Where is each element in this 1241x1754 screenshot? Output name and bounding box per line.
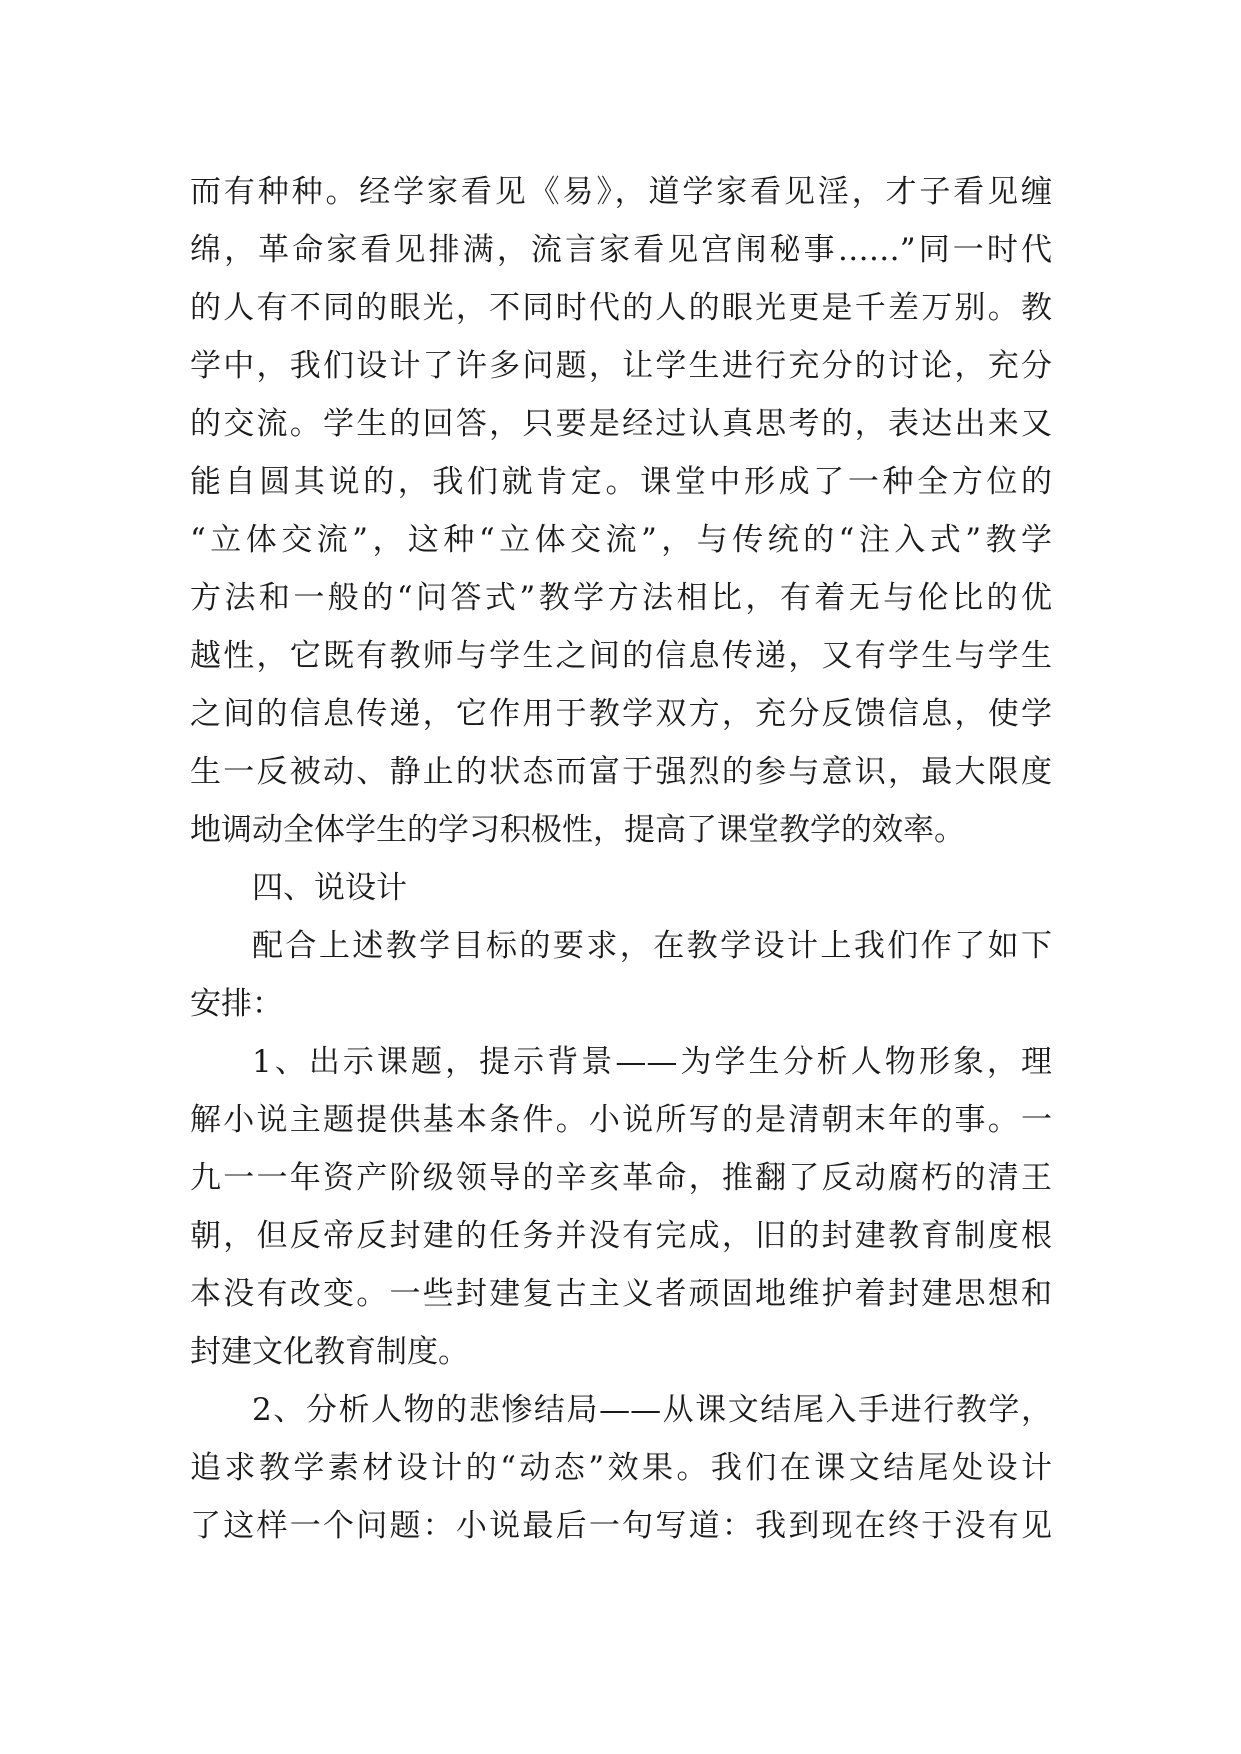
text-line: 2、分析人物的悲惨结局——从课文结尾入手进行教学， xyxy=(252,1392,1052,1428)
document-page xyxy=(190,163,1052,1555)
text-line: 封建文化教育制度。 xyxy=(190,1334,469,1370)
text-line: 解小说主题提供基本条件。小说所写的是清朝末年的事。一 xyxy=(190,1102,1052,1138)
text-line: 能自圆其说的，我们就肯定。课堂中形成了一种全方位的 xyxy=(190,464,1052,500)
text-line: 越性，它既有教师与学生之间的信息传递，又有学生与学生 xyxy=(190,638,1052,674)
text-line: 九一一年资产阶级领导的辛亥革命，推翻了反动腐朽的清王 xyxy=(190,1160,1052,1196)
text-line: 的交流。学生的回答，只要是经过认真思考的，表达出来又 xyxy=(190,406,1052,442)
text-line: “立体交流”，这种“立体交流”，与传统的“注入式”教学 xyxy=(190,522,1052,558)
text-line: 绵，革命家看见排满，流言家看见宫闱秘事……”同一时代 xyxy=(190,232,1052,268)
text-line: 四、说设计 xyxy=(252,870,407,906)
text-line: 方法和一般的“问答式”教学方法相比，有着无与伦比的优 xyxy=(190,580,1052,616)
text-line: 朝，但反帝反封建的任务并没有完成，旧的封建教育制度根 xyxy=(190,1218,1052,1254)
text-line: 地调动全体学生的学习积极性，提高了课堂教学的效率。 xyxy=(190,812,965,848)
text-line: 配合上述教学目标的要求，在教学设计上我们作了如下 xyxy=(252,928,1052,964)
text-line: 安排： xyxy=(190,986,283,1022)
text-line: 而有种种。经学家看见《易》，道学家看见淫，才子看见缠 xyxy=(190,174,1052,210)
text-line: 生一反被动、静止的状态而富于强烈的参与意识，最大限度 xyxy=(190,754,1052,790)
text-line: 追求教学素材设计的“动态”效果。我们在课文结尾处设计 xyxy=(190,1450,1052,1486)
text-line: 本没有改变。一些封建复古主义者顽固地维护着封建思想和 xyxy=(190,1276,1052,1312)
text-line: 了这样一个问题：小说最后一句写道：我到现在终于没有见 xyxy=(190,1508,1052,1544)
text-line: 的人有不同的眼光，不同时代的人的眼光更是千差万别。教 xyxy=(190,290,1052,326)
text-line: 1、出示课题，提示背景——为学生分析人物形象，理 xyxy=(252,1044,1052,1080)
text-line: 之间的信息传递，它作用于教学双方，充分反馈信息，使学 xyxy=(190,696,1052,732)
text-line: 学中，我们设计了许多问题，让学生进行充分的讨论，充分 xyxy=(190,348,1052,384)
